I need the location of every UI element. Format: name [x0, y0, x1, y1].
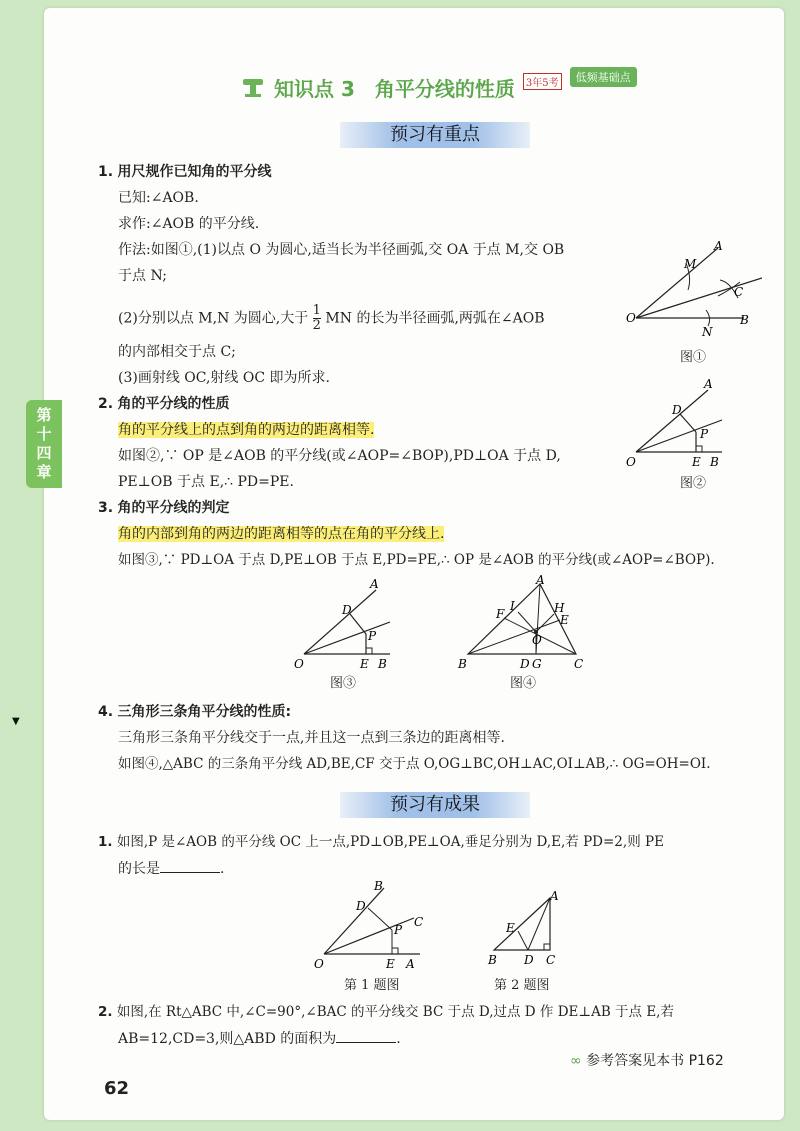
s1-line-5b: MN 的长为半径画弧,两弧在∠AOB [325, 310, 545, 327]
fig3-label-e: E [360, 657, 369, 671]
side-tab-char-3: 四 [36, 444, 52, 462]
question-2-prompt: AB=12,CD=3,则△ABD 的面积为 [118, 1031, 337, 1047]
question-1-answer-blank[interactable] [160, 858, 220, 873]
question-2-figure-caption: 第 2 题图 [494, 978, 550, 993]
fig2-label-o: O [626, 455, 636, 469]
figure-3-diagram [290, 576, 400, 672]
fig2-label-a: A [704, 377, 713, 391]
fraction-numerator: 1 [312, 303, 321, 318]
s1-line-1: 已知:∠AOB. [118, 190, 199, 206]
question-2-line-2: AB=12,CD=3,则△ABD 的面积为 . [118, 1028, 401, 1049]
s1-line-4: 于点 N; [118, 268, 167, 284]
s3-line-2: 如图③,∵ PD⊥OA 于点 D,PE⊥OB 于点 E,PD=PE,∴ OP 是∠AOB 的平分线(或∠AOP=∠BOP). [118, 552, 715, 568]
fig1-label-a: A [714, 239, 723, 253]
fig3-label-p: P [368, 629, 377, 643]
q2fig-label-e: E [506, 921, 515, 935]
fig3-label-a: A [370, 577, 379, 591]
side-tab-char-2: 十 [36, 425, 52, 443]
q1fig-label-a: A [406, 957, 415, 971]
exam-frequency-tag: 3年5考 [523, 73, 562, 90]
fig1-label-o: O [626, 311, 636, 325]
fig2-label-d: D [672, 403, 682, 417]
question-1-figure [310, 880, 430, 972]
question-2-line-1 [98, 1002, 674, 1022]
figure-1-diagram [622, 238, 762, 346]
fig2-label-p: P [700, 427, 709, 441]
section-4-number: 4. [98, 704, 114, 720]
s2-highlighted-theorem: 角的平分线上的点到角的两边的距离相等. [118, 422, 375, 438]
answer-reference[interactable] [570, 1050, 724, 1070]
fig1-label-c: C [734, 285, 744, 299]
fig4-label-e: E [560, 613, 569, 627]
figure-3-caption: 图③ [330, 676, 357, 691]
banner-preview-key: 预习有重点 [340, 122, 530, 148]
link-icon: ∞ [570, 1053, 582, 1069]
section-4-heading [98, 702, 291, 722]
section-1-title: 用尺规作已知角的平分线 [117, 164, 272, 180]
fraction-one-half [313, 304, 321, 333]
page-number: 62 [104, 1078, 130, 1099]
q1fig-label-e: E [386, 957, 395, 971]
fig4-label-b: B [458, 657, 467, 671]
q1fig-label-o: O [314, 957, 324, 971]
fig1-label-n: N [702, 325, 713, 339]
q2fig-label-c: C [546, 953, 556, 967]
q2fig-label-a: A [550, 889, 559, 903]
fig4-label-o: O [532, 633, 542, 647]
s3-line-1 [118, 524, 444, 544]
s1-line-2: 求作:∠AOB 的平分线. [118, 216, 260, 232]
fig1-label-b: B [740, 313, 749, 327]
question-1-line-2: 的长是 . [118, 858, 224, 879]
question-2-text: 如图,在 Rt△ABC 中,∠C=90°,∠BAC 的平分线交 BC 于点 D,过点 D 作 DE⊥AB 于点 E,若 [116, 1004, 674, 1020]
q1fig-label-p: P [394, 923, 403, 937]
s1-line-6: 的内部相交于点 C; [118, 344, 236, 360]
fig4-label-f: F [496, 607, 505, 621]
fraction-denominator: 2 [312, 318, 321, 333]
page-title: 知识点 3 角平分线的性质 [274, 76, 515, 101]
fig3-label-d: D [342, 603, 352, 617]
question-1-prompt: 的长是 [118, 861, 160, 877]
section-2-title: 角的平分线的性质 [117, 396, 230, 412]
question-1-text: 如图,P 是∠AOB 的平分线 OC 上一点,PD⊥OB,PE⊥OA,垂足分别为 D,E,若 PD=2,则 PE [116, 834, 664, 850]
question-2-answer-blank[interactable] [336, 1028, 396, 1043]
s2-line-1 [118, 420, 374, 440]
section-1-number: 1. [98, 164, 114, 180]
s1-line-7: (3)画射线 OC,射线 OC 即为所求. [118, 370, 330, 386]
fig1-label-m: M [684, 257, 697, 271]
fig4-label-a: A [536, 574, 545, 587]
fig4-label-c: C [574, 657, 584, 671]
fig2-label-e: E [692, 455, 701, 469]
side-tab-char-4: 章 [36, 463, 52, 481]
fig4-label-g: G [532, 657, 542, 671]
fig3-label-b: B [378, 657, 387, 671]
section-3-title: 角的平分线的判定 [117, 500, 230, 516]
fig3-label-o: O [294, 657, 304, 671]
banner-preview-results: 预习有成果 [340, 792, 530, 818]
q2fig-label-b: B [488, 953, 497, 967]
question-1-number: 1. [98, 834, 113, 850]
question-2-number: 2. [98, 1004, 113, 1020]
fig4-label-i: I [510, 599, 515, 613]
s4-line-2: 如图④,△ABC 的三条角平分线 AD,BE,CF 交于点 O,OG⊥BC,OH⊥AC,OI⊥AB,∴ OG=OH=OI. [118, 756, 711, 772]
s2-line-3: PE⊥OB 于点 E,∴ PD=PE. [118, 474, 294, 490]
figure-2-caption: 图② [680, 476, 707, 491]
question-2-figure [484, 888, 574, 972]
answer-reference-text: 参考答案见本书 P162 [586, 1053, 724, 1069]
s1-line-5a: (2)分别以点 M,N 为圆心,大于 [118, 310, 309, 327]
fig2-label-b: B [710, 455, 719, 469]
section-4-title: 三角形三条角平分线的性质: [117, 704, 292, 720]
s4-line-1: 三角形三条角平分线交于一点,并且这一点到三条边的距离相等. [118, 730, 505, 746]
fig4-label-d: D [520, 657, 530, 671]
figure-4-caption: 图④ [510, 676, 537, 691]
question-1-figure-caption: 第 1 题图 [344, 978, 400, 993]
q2fig-label-d: D [524, 953, 534, 967]
section-2-number: 2. [98, 396, 114, 412]
difficulty-badge: 低频基础点 [570, 67, 637, 87]
figure-1-caption: 图① [680, 350, 707, 365]
q1fig-label-b: B [374, 880, 383, 893]
lamp-icon [240, 75, 266, 99]
figure-4-diagram [456, 574, 596, 672]
section-1-heading [98, 162, 272, 182]
s2-line-2: 如图②,∵ OP 是∠AOB 的平分线(或∠AOP=∠BOP),PD⊥OA 于点 D, [118, 448, 561, 464]
fig4-label-h: H [554, 601, 565, 615]
chapter-side-tab [26, 400, 62, 488]
s1-line-5 [118, 304, 545, 333]
s1-line-3: 作法:如图①,(1)以点 O 为圆心,适当长为半径画弧,交 OA 于点 M,交 OB [118, 242, 565, 258]
section-header [240, 70, 637, 104]
s3-highlighted-theorem: 角的内部到角的两边的距离相等的点在角的平分线上. [118, 526, 445, 542]
section-2-heading [98, 394, 230, 414]
section-3-number: 3. [98, 500, 114, 516]
side-tab-char-1: 第 [36, 406, 52, 424]
triangle-marker-icon: ▼ [12, 716, 20, 727]
figure-2-diagram [622, 376, 732, 472]
section-3-heading [98, 498, 230, 518]
q1fig-label-c: C [414, 915, 424, 929]
question-1-line-1 [98, 832, 664, 852]
q1fig-label-d: D [356, 899, 366, 913]
